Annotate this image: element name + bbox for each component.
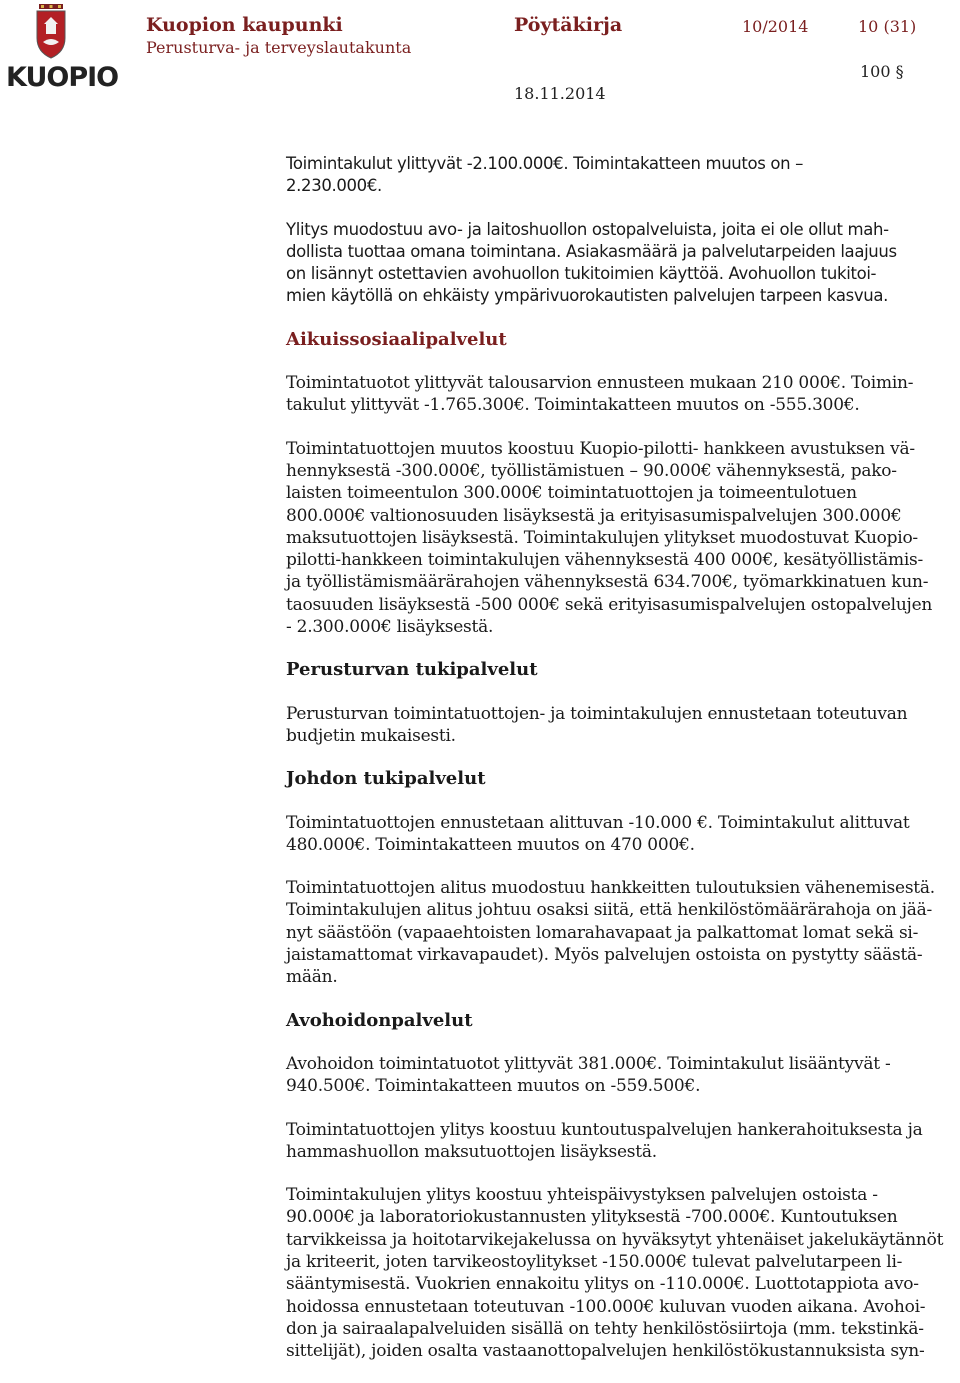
- paragraph: [286, 438, 960, 639]
- text-line: on lisännyt ostettavien avohuollon tukitoimien käyttöä. Avohuollon tukitoi-: [286, 264, 877, 284]
- logo-wordmark: KUOPIO: [6, 62, 119, 93]
- text-line: Toimintatuottojen ennustetaan alittuvan -10.000 €. Toimintakulut alittuvat: [286, 812, 910, 833]
- text-line: dollista tuottaa omana toimintana. Asiakasmäärä ja palvelutarpeiden laajuus: [286, 241, 897, 261]
- text-line: hoidossa ennustetaan toteutuvan -100.000€ kuluvan vuoden aikana. Avohoi-: [286, 1296, 926, 1317]
- paragraph: [286, 1184, 960, 1362]
- section-heading: Avohoidonpalvelut: [286, 1009, 473, 1031]
- paragraph: [286, 372, 960, 417]
- text-line: tarvikkeissa ja hoitotarvikejakelussa on hyväksytyt yhtenäiset jakelukäytännöt: [286, 1229, 944, 1250]
- document-body: [286, 153, 960, 1383]
- text-line: jaistamattomat virkavapaudet). Myös palvelujen ostoista on pystytty säästä-: [286, 945, 923, 966]
- text-line: 90.000€ ja laboratoriokustannusten ylityksestä -700.000€. Kuntoutuksen: [286, 1207, 898, 1228]
- section-heading: Johdon tukipalvelut: [286, 768, 486, 790]
- text-line: taosuuden lisäyksestä -500 000€ sekä erityisasumispalvelujen ostopalvelujen: [286, 594, 933, 615]
- text-line: nyt säästöön (vapaaehtoisten lomarahavapaat ja palkattomat lomat sekä si-: [286, 922, 919, 943]
- text-line: 2.230.000€.: [286, 176, 382, 196]
- section-heading: Perusturvan tukipalvelut: [286, 659, 538, 681]
- text-line: laisten toimeentulon 300.000€ toimintatuottojen ja toimeentulotuen: [286, 483, 857, 504]
- document-number: 10/2014: [742, 17, 809, 36]
- text-line: mään.: [286, 967, 338, 988]
- document-type: Pöytäkirja: [514, 14, 623, 36]
- text-line: takulut ylittyvät -1.765.300€. Toimintakatteen muutos on -555.300€.: [286, 395, 860, 416]
- text-line: Toimintakulujen alitus johtuu osaksi siitä, että henkilöstömäärärahoja on jää-: [286, 900, 933, 921]
- text-line: sittelijät), joiden osalta vastaanottopalvelujen henkilöstökustannuksista syn-: [286, 1341, 925, 1362]
- text-line: pilotti-hankkeen toimintakulujen vähennyksestä 400 000€, kesätyöllistämis-: [286, 550, 924, 571]
- paragraph: [286, 877, 960, 988]
- text-line: - 2.300.000€ lisäyksestä.: [286, 617, 494, 638]
- organization-name: Kuopion kaupunki: [146, 14, 343, 36]
- text-line: Toimintatuottojen muutos koostuu Kuopio-pilotti- hankkeen avustuksen vä-: [286, 438, 915, 459]
- paragraph: [286, 1053, 960, 1098]
- text-line: mien käytöllä on ehkäisty ympärivuorokautisten palvelujen tarpeen kasvua.: [286, 286, 889, 306]
- board-name: Perusturva- ja terveyslautakunta: [146, 38, 412, 57]
- text-line: budjetin mukaisesti.: [286, 725, 456, 746]
- page-number: 10 (31): [858, 17, 917, 36]
- paragraph: [286, 1119, 960, 1164]
- section-heading: Aikuissosiaalipalvelut: [286, 328, 507, 350]
- text-line: Perusturvan toimintatuottojen- ja toimintakulujen ennustetaan toteutuvan: [286, 703, 908, 724]
- text-line: Toimintatuotot ylittyvät talousarvion ennusteen mukaan 210 000€. Toimin-: [286, 373, 914, 394]
- text-line: don ja sairaalapalveluiden sisällä on tehty henkilöstösiirtoja (mm. tekstinkä-: [286, 1318, 924, 1339]
- paragraph: [286, 219, 960, 308]
- text-line: Avohoidon toimintatuotot ylittyvät 381.000€. Toimintakulut lisääntyvät -: [286, 1053, 891, 1074]
- text-line: Ylitys muodostuu avo- ja laitoshuollon ostopalveluista, joita ei ole ollut mah-: [286, 219, 889, 239]
- meeting-date: 18.11.2014: [514, 84, 606, 103]
- text-line: hammashuollon maksutuottojen lisäyksestä.: [286, 1141, 657, 1162]
- text-line: 800.000€ valtionosuuden lisäyksestä ja erityisasumispalvelujen 300.000€: [286, 505, 902, 526]
- text-line: hennyksestä -300.000€, työllistämistuen – 90.000€ vähennyksestä, pako-: [286, 460, 897, 481]
- paragraph: [286, 812, 960, 857]
- coat-of-arms-icon: [36, 4, 66, 60]
- text-line: Toimintatuottojen ylitys koostuu kuntoutuspalvelujen hankerahoituksesta ja: [286, 1119, 923, 1140]
- text-line: 480.000€. Toimintakatteen muutos on 470 000€.: [286, 834, 695, 855]
- text-line: ja työllistämismäärärahojen vähennyksestä 634.700€, työmarkkinatuen kun-: [286, 572, 929, 593]
- text-line: 940.500€. Toimintakatteen muutos on -559.500€.: [286, 1076, 701, 1097]
- paragraph: [286, 153, 960, 198]
- text-line: Toimintatuottojen alitus muodostuu hankkeitten tuloutuksien vähenemisestä.: [286, 878, 935, 899]
- paragraph: [286, 703, 960, 748]
- text-line: sääntymisestä. Vuokrien ennakoitu ylitys on -110.000€. Luottotappiota avo-: [286, 1274, 919, 1295]
- kuopio-logo: [4, 4, 119, 94]
- text-line: maksutuottojen lisäyksestä. Toimintakulujen ylitykset muodostuvat Kuopio-: [286, 527, 918, 548]
- text-line: ja kriteerit, joten tarvikeostoylitykset -150.000€ tulevat palvelutarpeen li-: [286, 1251, 903, 1272]
- text-line: Toimintakulujen ylitys koostuu yhteispäivystyksen palvelujen ostoista -: [286, 1185, 878, 1206]
- text-line: Toimintakulut ylittyvät -2.100.000€. Toimintakatteen muutos on –: [286, 154, 804, 173]
- section-number: 100 §: [860, 62, 904, 81]
